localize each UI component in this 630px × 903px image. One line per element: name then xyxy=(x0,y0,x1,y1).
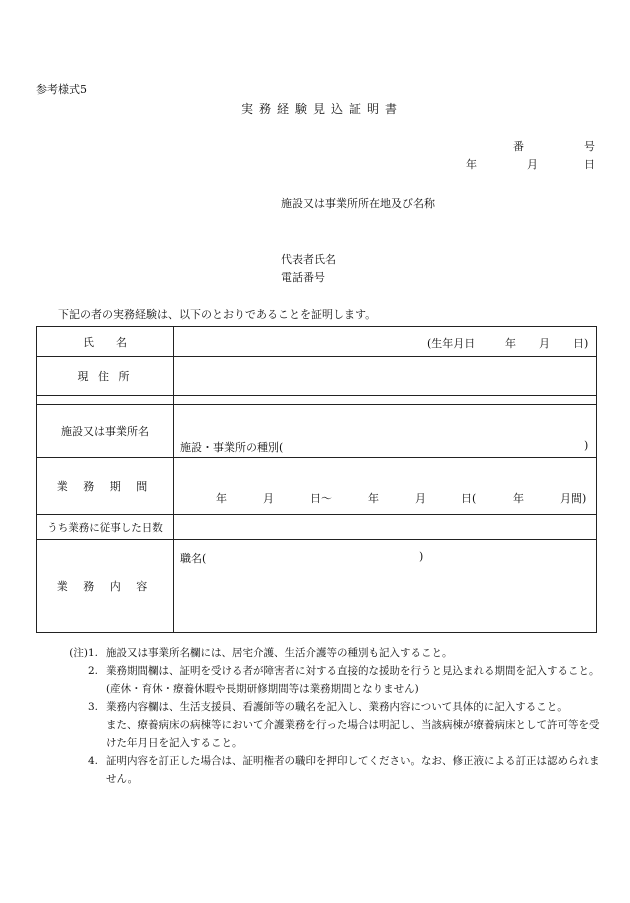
period-label xyxy=(37,458,174,515)
duty-label xyxy=(37,540,174,633)
address-label xyxy=(37,357,174,396)
duty-label-text: 業 務 内 容 xyxy=(56,580,154,593)
note-1 xyxy=(58,644,603,662)
representative-name-label: 代表者氏名 xyxy=(281,253,336,266)
note-2-number: 2. xyxy=(87,665,98,677)
note-3a-text: 業務内容欄は、生活支援員、看護師等の職名を記入し、業務内容について具体的に記入すること。 xyxy=(106,701,568,713)
spacer-label xyxy=(37,396,174,405)
note-4 xyxy=(58,752,603,788)
name-cell[interactable] xyxy=(174,327,597,357)
period-cell[interactable] xyxy=(174,458,597,515)
facility-type-label: 施設・事業所の種別( xyxy=(180,441,284,454)
period-start-year: 年 xyxy=(216,492,227,505)
birth-day: 日) xyxy=(573,337,589,350)
job-title-close: ) xyxy=(419,550,424,563)
facility-type-close: ) xyxy=(584,439,589,452)
note-3b-text: また、療養病床の病棟等において介護業務を行った場合は明記し、当該病棟が療養病床として許可等を受けた年月日を記入すること。 xyxy=(106,719,600,749)
note-3-text xyxy=(106,698,603,752)
period-start-month: 月 xyxy=(263,492,274,505)
date-month: 月 xyxy=(527,158,538,171)
row-spacer xyxy=(37,396,597,405)
period-end-year: 年 xyxy=(368,492,379,505)
note-4-text: 証明内容を訂正した場合は、証明権者の職印を押印してください。なお、修正液による訂正は認められません。 xyxy=(106,755,600,785)
period-start-day: 日〜 xyxy=(310,492,332,505)
birth-label: (生年月日 xyxy=(427,337,476,350)
facility-address-name-label: 施設又は事業所所在地及び名称 xyxy=(281,197,435,210)
note-2-text: 業務期間欄は、証明を受ける者が障害者に対する直接的な援助を行うと見込まれる期間を記入すること。(産休・育休・療養休暇や長期研修期間等は業務期間となりません) xyxy=(106,665,600,695)
spacer-cell xyxy=(174,396,597,405)
document-title: 実務経験見込証明書 xyxy=(241,102,404,116)
note-1-text: 施設又は事業所名欄には、居宅介護、生活介護等の種別も記入すること。 xyxy=(106,647,453,659)
job-title-label: 職名( xyxy=(180,552,207,565)
note-2 xyxy=(58,662,603,698)
period-end-month: 月 xyxy=(415,492,426,505)
intro-statement: 下記の者の実務経験は、以下のとおりであることを証明します。 xyxy=(58,308,377,321)
number-go: 号 xyxy=(584,140,595,153)
number-ban: 番 xyxy=(513,140,524,153)
reference-form-label: 参考様式5 xyxy=(36,83,87,96)
date-year: 年 xyxy=(466,158,477,171)
period-label-text: 業 務 期 間 xyxy=(56,480,154,493)
birth-year: 年 xyxy=(505,337,516,350)
period-end-day: 日( xyxy=(461,492,477,505)
birth-month: 月 xyxy=(539,337,550,350)
facility-label: 施設又は事業所名 xyxy=(37,405,174,458)
note-3-number: 3. xyxy=(87,701,98,713)
experience-table xyxy=(36,326,597,633)
notes-section xyxy=(58,644,603,788)
days-cell[interactable] xyxy=(174,515,597,540)
row-facility xyxy=(37,405,597,458)
row-address xyxy=(37,357,597,396)
duty-cell[interactable] xyxy=(174,540,597,633)
period-total-months: 月間) xyxy=(560,492,587,505)
row-period xyxy=(37,458,597,515)
note-4-number: 4. xyxy=(87,755,98,767)
row-name xyxy=(37,327,597,357)
address-label-text: 現 住 所 xyxy=(77,370,133,383)
period-total-year: 年 xyxy=(513,492,524,505)
row-duty xyxy=(37,540,597,633)
phone-number-label: 電話番号 xyxy=(281,271,325,284)
facility-cell[interactable] xyxy=(174,405,597,458)
days-label: うち業務に従事した日数 xyxy=(37,515,174,540)
note-1-number: (注)1. xyxy=(69,647,98,659)
address-cell[interactable] xyxy=(174,357,597,396)
row-days xyxy=(37,515,597,540)
date-day: 日 xyxy=(584,158,595,171)
note-3 xyxy=(58,698,603,752)
name-label: 氏 名 xyxy=(37,327,174,357)
